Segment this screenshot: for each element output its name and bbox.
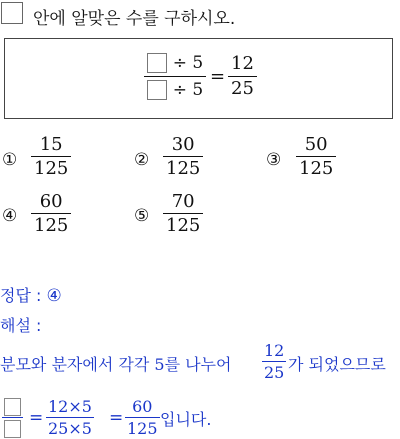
question-instruction: 안에 알맞은 수를 구하시오. <box>33 9 236 29</box>
problem-numerator <box>147 50 203 76</box>
explanation-line-1 <box>0 352 231 375</box>
explanation-mid-fraction <box>46 396 94 439</box>
choice-4-numerator: 60 <box>39 190 63 212</box>
explanation-text-a: 분모와 분자에서 각각 <box>0 355 150 374</box>
blank-frac-denominator <box>2 418 23 439</box>
explanation-blank-fraction <box>2 396 23 439</box>
blank-square <box>4 420 21 438</box>
problem-result-fraction <box>228 52 257 101</box>
inline-frac-denominator: 25 <box>264 362 285 382</box>
problem-equals: = <box>210 66 226 87</box>
choice-3-fraction[interactable] <box>296 133 336 180</box>
choice-2-fraction[interactable] <box>163 133 203 180</box>
answer-blank-box <box>1 2 23 24</box>
explanation-text-c: 가 되었으므로 <box>288 355 386 374</box>
choice-3-numerator: 50 <box>304 133 328 155</box>
explanation-ending: 입니다. <box>160 410 212 429</box>
divide-bottom: ÷ 5 <box>172 79 204 100</box>
numerator-blank <box>147 53 167 73</box>
choice-4-mark[interactable]: ④ <box>2 206 18 226</box>
final-frac-denominator: 125 <box>127 418 158 438</box>
problem-left-fraction <box>144 50 206 103</box>
explanation-final-fraction <box>125 396 160 439</box>
choice-5-numerator: 70 <box>171 190 195 212</box>
choice-3-denominator: 125 <box>299 157 334 179</box>
choice-1-denominator: 125 <box>34 157 69 179</box>
denominator-blank <box>147 80 167 100</box>
answer-value: ④ <box>46 286 62 306</box>
choice-4-denominator: 125 <box>34 214 69 236</box>
choice-1-mark[interactable]: ① <box>2 150 18 170</box>
mid-frac-denominator: 25×5 <box>48 418 92 438</box>
explanation-text-b: 를 나누어 <box>164 355 232 374</box>
result-denominator: 25 <box>231 78 254 100</box>
explanation-label: 해설 : <box>0 316 42 335</box>
choice-3-mark[interactable]: ③ <box>266 150 282 170</box>
explanation-inline-fraction <box>262 340 286 383</box>
divide-top: ÷ 5 <box>172 52 204 73</box>
mid-frac-numerator: 12×5 <box>48 396 92 416</box>
answer-line <box>0 283 62 306</box>
result-numerator: 12 <box>231 53 254 74</box>
choice-1-fraction[interactable] <box>31 133 71 180</box>
choice-1-numerator: 15 <box>39 133 63 155</box>
choice-2-denominator: 125 <box>166 157 201 179</box>
choice-5-mark[interactable]: ⑤ <box>134 206 150 226</box>
choice-2-mark[interactable]: ② <box>134 150 150 170</box>
explanation-equals-1: = <box>29 408 44 428</box>
problem-denominator <box>147 77 203 103</box>
choice-5-fraction[interactable] <box>163 190 203 237</box>
blank-square <box>4 398 21 416</box>
choice-2-numerator: 30 <box>171 133 195 155</box>
answer-label: 정답 : <box>0 286 42 305</box>
explanation-equals-2: = <box>109 408 124 428</box>
choice-4-fraction[interactable] <box>31 190 71 237</box>
blank-frac-numerator <box>2 396 23 417</box>
inline-frac-numerator: 12 <box>264 340 285 360</box>
final-frac-numerator: 60 <box>132 396 153 416</box>
choice-5-denominator: 125 <box>166 214 201 236</box>
explanation-number: 5 <box>154 355 165 374</box>
